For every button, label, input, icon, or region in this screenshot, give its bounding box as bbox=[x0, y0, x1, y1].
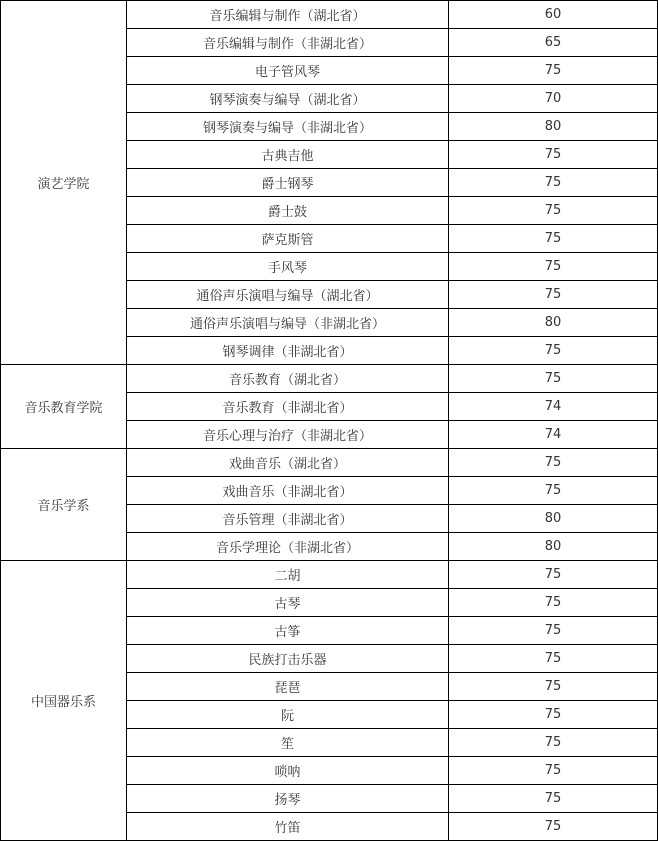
major-cell: 音乐编辑与制作（非湖北省） bbox=[127, 29, 449, 57]
major-cell: 二胡 bbox=[127, 561, 449, 589]
major-cell: 音乐编辑与制作（湖北省） bbox=[127, 1, 449, 29]
table-row bbox=[1, 561, 658, 589]
table-row bbox=[1, 1, 658, 29]
score-cell: 75 bbox=[449, 729, 658, 757]
major-cell: 通俗声乐演唱与编导（非湖北省） bbox=[127, 309, 449, 337]
score-cell: 75 bbox=[449, 197, 658, 225]
score-cell: 75 bbox=[449, 757, 658, 785]
score-cell: 75 bbox=[449, 785, 658, 813]
score-cell: 75 bbox=[449, 225, 658, 253]
score-cell: 65 bbox=[449, 29, 658, 57]
major-cell: 手风琴 bbox=[127, 253, 449, 281]
score-cell: 80 bbox=[449, 505, 658, 533]
table-row bbox=[1, 365, 658, 393]
score-cell: 75 bbox=[449, 589, 658, 617]
score-cell: 74 bbox=[449, 393, 658, 421]
major-cell: 古筝 bbox=[127, 617, 449, 645]
table-body bbox=[1, 1, 658, 841]
major-cell: 通俗声乐演唱与编导（湖北省） bbox=[127, 281, 449, 309]
major-cell: 电子管风琴 bbox=[127, 57, 449, 85]
score-cell: 75 bbox=[449, 701, 658, 729]
score-cell: 75 bbox=[449, 561, 658, 589]
score-cell: 75 bbox=[449, 141, 658, 169]
major-cell: 戏曲音乐（非湖北省） bbox=[127, 477, 449, 505]
score-cell: 75 bbox=[449, 449, 658, 477]
score-cell: 75 bbox=[449, 477, 658, 505]
score-cell: 74 bbox=[449, 421, 658, 449]
score-cell: 80 bbox=[449, 309, 658, 337]
score-cell: 75 bbox=[449, 337, 658, 365]
score-cell: 75 bbox=[449, 645, 658, 673]
score-cell: 75 bbox=[449, 617, 658, 645]
major-cell: 萨克斯管 bbox=[127, 225, 449, 253]
major-cell: 音乐教育（非湖北省） bbox=[127, 393, 449, 421]
department-cell: 中国器乐系 bbox=[1, 561, 127, 841]
major-cell: 爵士钢琴 bbox=[127, 169, 449, 197]
major-cell: 钢琴调律（非湖北省） bbox=[127, 337, 449, 365]
score-cell: 75 bbox=[449, 57, 658, 85]
major-cell: 爵士鼓 bbox=[127, 197, 449, 225]
major-cell: 音乐心理与治疗（非湖北省） bbox=[127, 421, 449, 449]
major-cell: 古典吉他 bbox=[127, 141, 449, 169]
major-cell: 民族打击乐器 bbox=[127, 645, 449, 673]
major-cell: 钢琴演奏与编导（非湖北省） bbox=[127, 113, 449, 141]
major-cell: 古琴 bbox=[127, 589, 449, 617]
major-cell: 扬琴 bbox=[127, 785, 449, 813]
score-cell: 60 bbox=[449, 1, 658, 29]
score-cell: 75 bbox=[449, 673, 658, 701]
major-cell: 音乐学理论（非湖北省） bbox=[127, 533, 449, 561]
major-cell: 琵琶 bbox=[127, 673, 449, 701]
table-row bbox=[1, 449, 658, 477]
major-cell: 笙 bbox=[127, 729, 449, 757]
major-cell: 阮 bbox=[127, 701, 449, 729]
major-cell: 唢呐 bbox=[127, 757, 449, 785]
department-cell: 音乐学系 bbox=[1, 449, 127, 561]
score-cell: 75 bbox=[449, 281, 658, 309]
major-cell: 音乐管理（非湖北省） bbox=[127, 505, 449, 533]
score-cell: 75 bbox=[449, 253, 658, 281]
major-cell: 竹笛 bbox=[127, 813, 449, 841]
department-cell: 音乐教育学院 bbox=[1, 365, 127, 449]
score-cell: 80 bbox=[449, 113, 658, 141]
score-cell: 80 bbox=[449, 533, 658, 561]
department-cell: 演艺学院 bbox=[1, 1, 127, 365]
score-cell: 70 bbox=[449, 85, 658, 113]
major-cell: 戏曲音乐（湖北省） bbox=[127, 449, 449, 477]
score-cell: 75 bbox=[449, 813, 658, 841]
major-cell: 钢琴演奏与编导（湖北省） bbox=[127, 85, 449, 113]
score-cell: 75 bbox=[449, 169, 658, 197]
score-cell: 75 bbox=[449, 365, 658, 393]
major-cell: 音乐教育（湖北省） bbox=[127, 365, 449, 393]
